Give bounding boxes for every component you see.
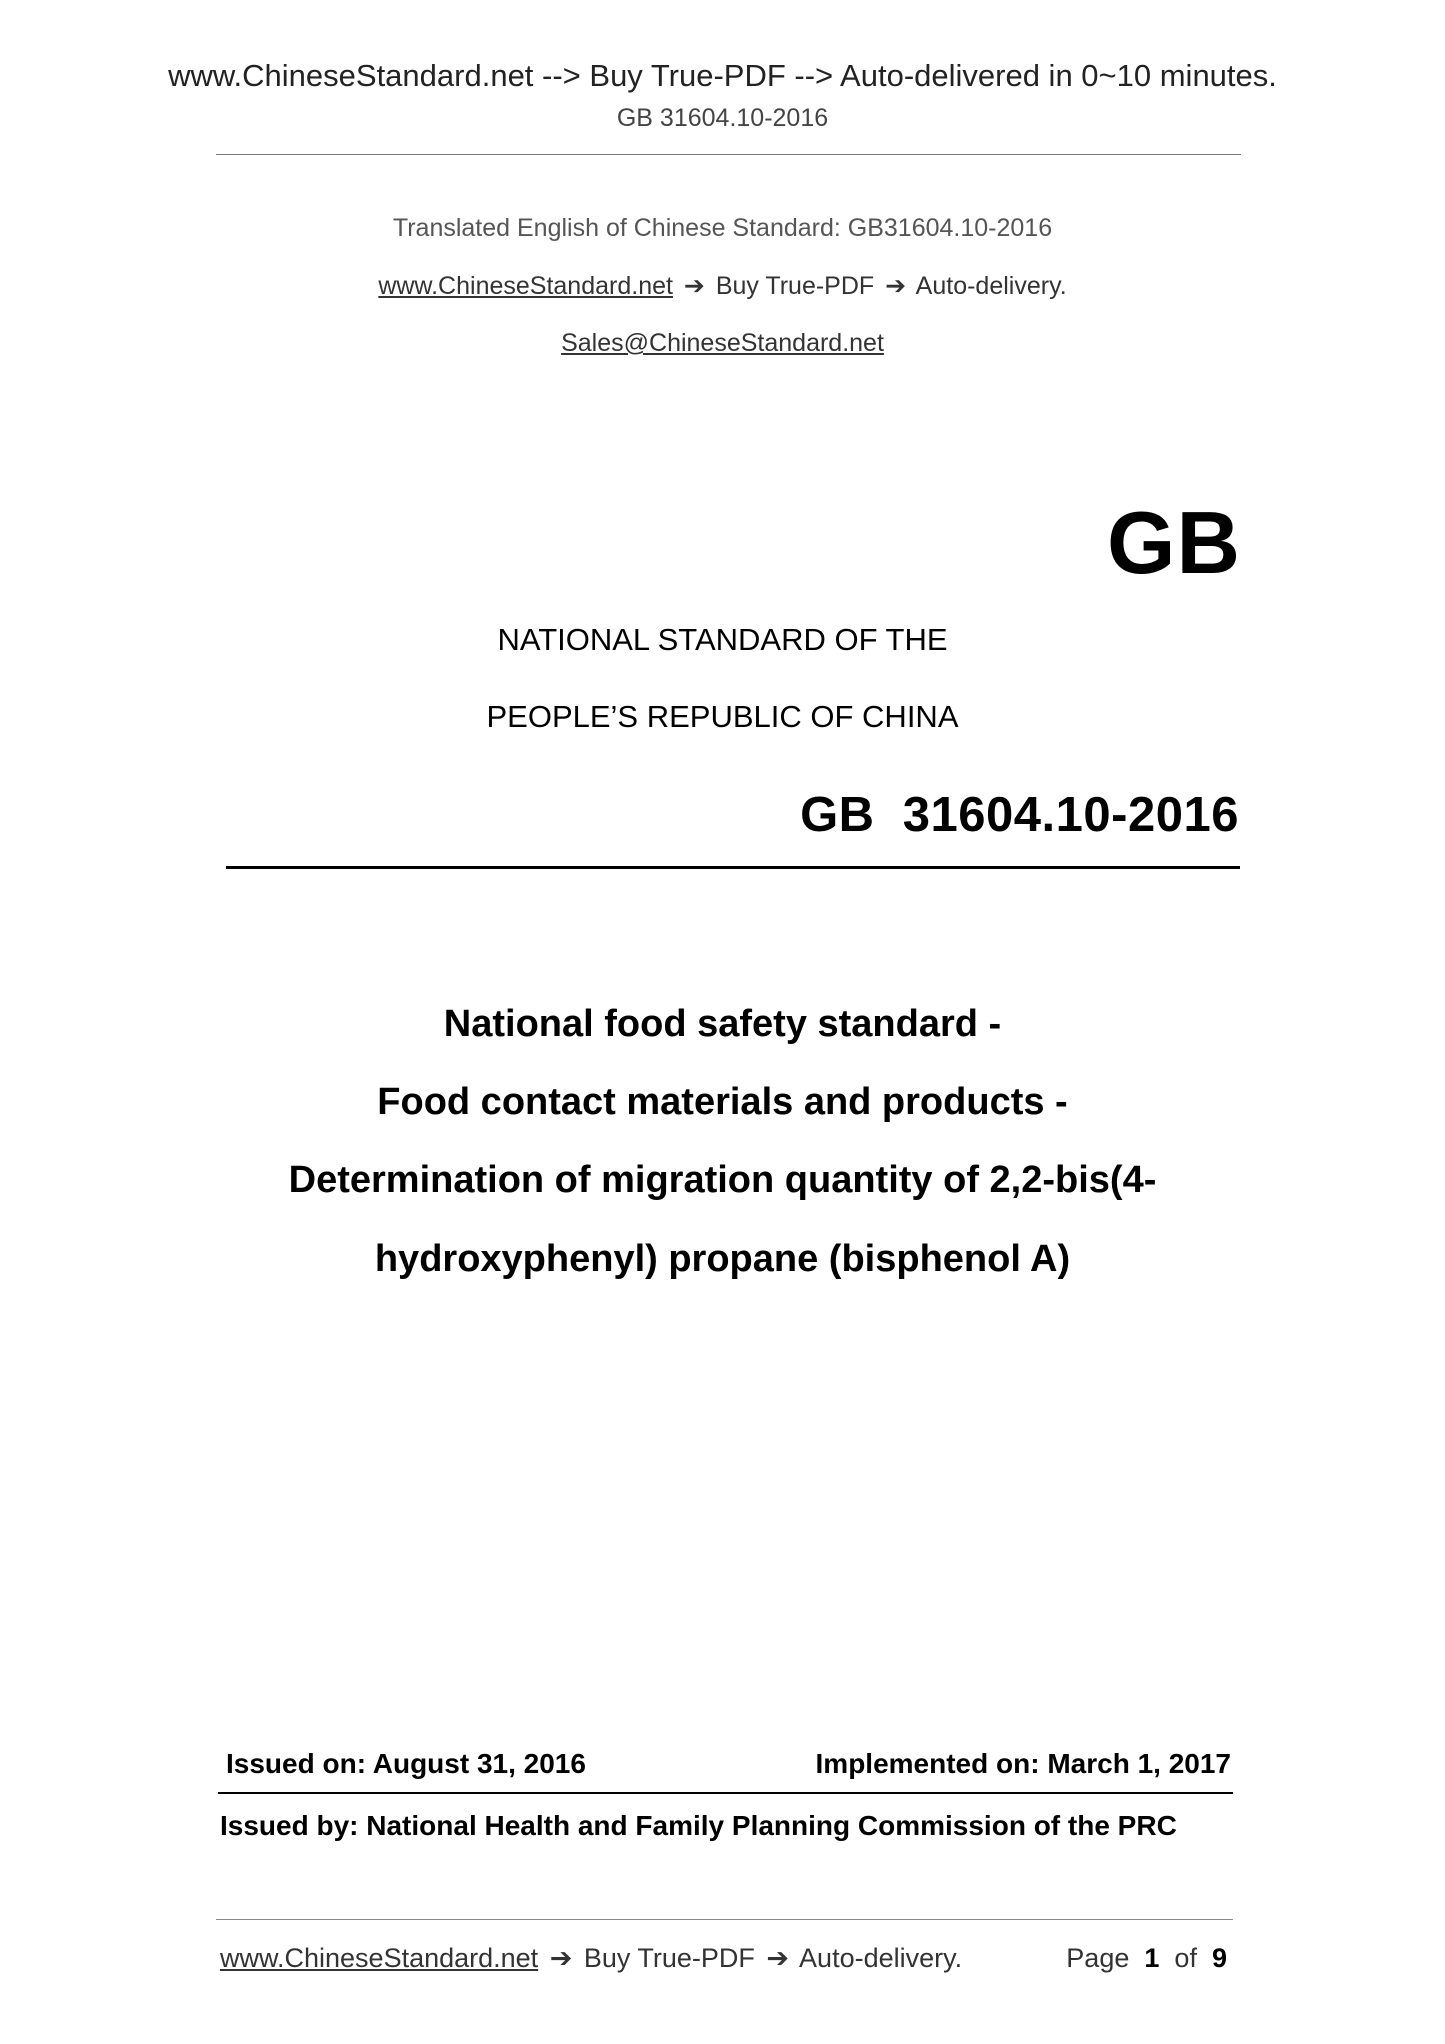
page-current: 1: [1144, 1943, 1160, 1973]
footer-delivery-text: Auto-delivery.: [799, 1943, 963, 1973]
right-arrow-icon: ➔: [885, 272, 907, 300]
header-divider: [216, 154, 1241, 155]
gb-mark: GB: [1107, 493, 1241, 592]
issued-on-date: Issued on: August 31, 2016: [226, 1748, 586, 1779]
right-arrow-icon: ➔: [549, 1943, 573, 1973]
title-line-4: hydroxyphenyl) propane (bisphenol A): [374, 1238, 1071, 1280]
buy-text: Buy True-PDF: [715, 272, 875, 300]
implemented-on-date: Implemented on: March 1, 2017: [815, 1748, 1231, 1779]
title-line-2: Food contact materials and products -: [377, 1081, 1068, 1123]
site-link[interactable]: www.ChineseStandard.net: [378, 272, 673, 300]
national-standard-line1: NATIONAL STANDARD OF THE: [497, 622, 948, 657]
page-label: Page: [1066, 1943, 1130, 1973]
email-link[interactable]: Sales@ChineseStandard.net: [561, 329, 884, 357]
footer-divider: [216, 1919, 1233, 1920]
dates-divider: [218, 1792, 1233, 1794]
right-arrow-icon: ➔: [683, 272, 705, 300]
site-line: [0, 271, 1445, 301]
page-indicator: [1066, 1943, 1227, 1974]
standard-number-divider: [226, 866, 1240, 869]
footer-site-link[interactable]: www.ChineseStandard.net: [220, 1943, 539, 1973]
page-of: of: [1174, 1943, 1197, 1973]
issued-by: Issued by: National Health and Family Planning Commission of the PRC: [220, 1810, 1177, 1841]
translated-notice: Translated English of Chinese Standard: GB31604.10-2016: [392, 214, 1053, 242]
header-banner: www.ChineseStandard.net --> Buy True-PDF --> Auto-delivered in 0~10 minutes.: [168, 58, 1277, 93]
footer-buy-text: Buy True-PDF: [583, 1943, 755, 1973]
email-line: [0, 329, 1445, 358]
page-total: 9: [1211, 1943, 1227, 1973]
footer-links: [220, 1943, 962, 1974]
right-arrow-icon: ➔: [766, 1943, 790, 1973]
title-line-3: Determination of migration quantity of 2,2-bis(4-: [288, 1159, 1157, 1201]
national-standard-line2: PEOPLE’S REPUBLIC OF CHINA: [486, 699, 959, 734]
header-doc-code: GB 31604.10-2016: [616, 104, 829, 132]
standard-number: GB 31604.10-2016: [800, 788, 1239, 842]
delivery-text: Auto-delivery.: [915, 272, 1067, 300]
title-line-1: National food safety standard -: [443, 1003, 1002, 1045]
